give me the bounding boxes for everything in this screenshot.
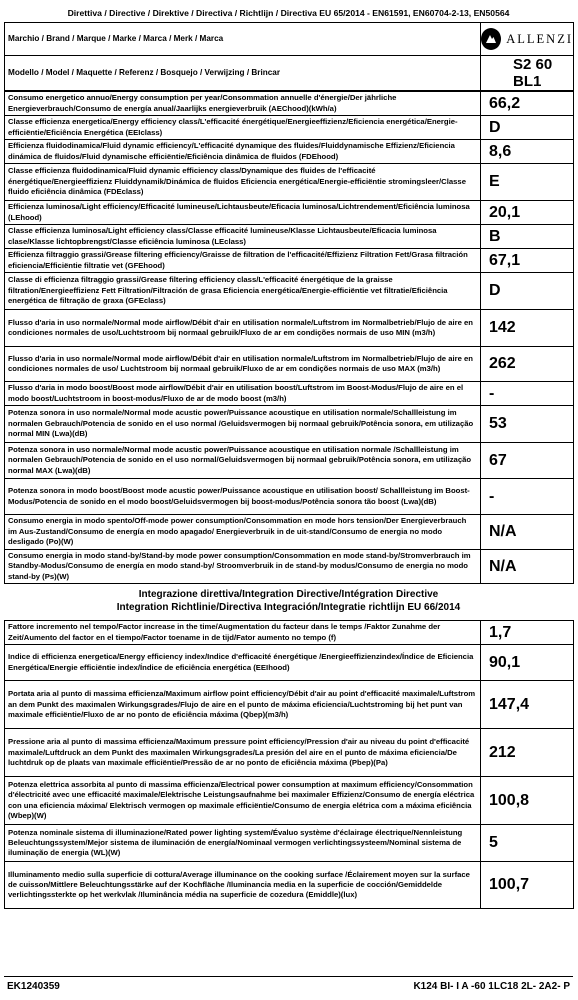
spec-label: Efficienza filtraggio grassi/Grease filtering efficiency/Graisse de filtration de l'efficacité/Effizienz Filtration Fett/Grasa filtración eficiencia/Efficiëntie filtratie vet (GFEhood) — [5, 249, 481, 273]
spec-value: - — [481, 479, 574, 515]
spec-value: 20,1 — [481, 201, 574, 225]
integration-spec-label: Pressione aria al punto di massima efficienza/Maximum pressure point efficiency/Pression d'air au niveau du point d'efficacité maximale/Luftdruck an dem Punkt des maximalen Wirkungsgrades/La presión del aire en el punto de máxima eficiencia/De luchtdruk op de plaats van maximale efficiëntie/Pressão de ar no ponto de eficiência máxima (Pbep)(Pa) — [5, 729, 481, 777]
directive-header: Direttiva / Directive / Direktive / Directiva / Richtlijn / Directiva EU 65/2014 - EN61591, EN60704-2-13, EN50564 — [67, 8, 510, 18]
spec-label: Classe efficienza energetica/Energy efficiency class/L'efficacité énergétique/Energieeffizienz/Eficiencia energética/Energie-efficiëntie/Eficiência Energética (EEIclass) — [5, 116, 481, 140]
allenzi-logo-icon — [481, 28, 501, 50]
integration-spec-row — [5, 681, 574, 729]
spec-row — [5, 443, 574, 479]
integration-spec-value: 5 — [481, 825, 574, 862]
spec-value: B — [481, 225, 574, 249]
spec-value: N/A — [481, 550, 574, 584]
integration-spec-value: 212 — [481, 729, 574, 777]
spec-label: Potenza sonora in modo boost/Boost mode acustic power/Puissance acoustique en utilisation boost/ Schallleistung im Boost-Modus/Potencia de sonido en el modo boost/Geluidsvermogen bij boost-modus/Potência sonora tão boost (Lwa)(dB) — [5, 479, 481, 515]
integration-data-table — [4, 620, 574, 909]
integration-spec-label: Potenza elettrica assorbita al punto di massima efficienza/Electrical power consumption at maximum efficiency/Consommation d'électricité avec une efficacité maximale/Elektrische Leistungsaufnahme bei maximaler Effizienz/Consumo de energía eléctrica con una eficiencia máxima/ Elektrisch vermogen op maximale efficiëntie/Consumo de energia elétrica com a máxima eficiência (Wbep)(W) — [5, 777, 481, 825]
spec-label: Classe di efficienza filtraggio grassi/Grease filtering efficiency class/L'efficacité énergétique de la graisse filtration/Energieeffizienz Fett Filtration/Filtración de grasa Eficiencia energética/Energie-efficiëntie vet filtratie/Eficiência energética de filtração de graxa (GFEclass) — [5, 273, 481, 310]
integration-title-line1: Integrazione direttiva/Integration Directive/Intégration Directive — [138, 589, 439, 601]
spec-row — [5, 515, 574, 550]
spec-value: E — [481, 164, 574, 201]
spec-row — [5, 225, 574, 249]
spec-value: N/A — [481, 515, 574, 550]
spec-value: D — [481, 273, 574, 310]
energy-data-table — [4, 91, 574, 584]
spec-row — [5, 92, 574, 116]
model-value: S2 60 BL1 — [481, 56, 574, 91]
brand-logo — [481, 23, 574, 56]
spec-value: 53 — [481, 406, 574, 443]
spec-label: Consumo energetico annuo/Energy consumption per year/Consommation annuelle d'énergie/Der jährliche Energieverbrauch/Consumo de energía anual/Jaarlijks energieverbruik (AEChood)(kWh/a) — [5, 92, 481, 116]
integration-title — [4, 584, 573, 620]
logo-text: ALLENZI — [506, 31, 573, 46]
footer — [4, 976, 573, 996]
spec-value: - — [481, 382, 574, 406]
energy-label-sheet — [4, 4, 573, 996]
integration-spec-label: Indice di efficienza energetica/Energy efficiency index/Indice d'efficacité énergétique /Energieeffizienzindex/Índice de Eficiencia Energética/Energie efficiëntie index/Índice de eficiência energética (EEIhood) — [5, 645, 481, 681]
integration-spec-label: Illuminamento medio sulla superficie di cottura/Average illuminance on the cooking surface /Éclairement moyen sur la surface de cuisson/Mittlere Beleuchtungsstärke auf der Kochfläche /Iluminancia media en la superficie de cocción/Gemiddelde verlichtingssterkte op het werkvlak /Iluminância média na superficie de cozedura (Emiddle)(lux) — [5, 862, 481, 909]
spec-row — [5, 310, 574, 347]
spec-row — [5, 201, 574, 225]
model-row — [5, 56, 574, 91]
spec-label: Efficienza fluidodinamica/Fluid dynamic efficiency/L'efficacité dynamique des fluides/Fluiddynamische Effizienz/Eficiencia dinámica de fluidos/Fluid dynamische efficiëntie/Eficiência dinâmica de fluidos (FDEhood) — [5, 140, 481, 164]
integration-spec-row — [5, 862, 574, 909]
spec-value: 262 — [481, 347, 574, 382]
spec-label: Flusso d'aria in modo boost/Boost mode airflow/Débit d'air en utilisation boost/Luftstrom im Boost-Modus/Flujo de aire en el modo boost/Luchtstroom in boost-modus/Fluxo de ar de modo boost (m3/h) — [5, 382, 481, 406]
integration-spec-row — [5, 645, 574, 681]
spec-row — [5, 550, 574, 584]
integration-spec-row — [5, 825, 574, 862]
spec-row — [5, 382, 574, 406]
integration-spec-label: Fattore incremento nel tempo/Factor increase in the time/Augmentation du facteur dans le temps /Faktor Zunahme der Zeit/Aumento del factor en el tiempo/Factor toename in de tijd/Fator aumento no tempo (f) — [5, 621, 481, 645]
spec-row — [5, 249, 574, 273]
spec-value: 67 — [481, 443, 574, 479]
integration-spec-row — [5, 729, 574, 777]
model-label: Modello / Model / Maquette / Referenz / Bosquejo / Verwijzing / Brincar — [5, 56, 481, 91]
integration-spec-value: 147,4 — [481, 681, 574, 729]
product-info-table — [4, 22, 574, 91]
spec-value: 66,2 — [481, 92, 574, 116]
spec-label: Consumo energia in modo stand-by/Stand-by mode power consumption/Consommation en mode stand-by/Stromverbrauch im Standby-Modus/Consumo de energía en modo stand-by/ Stroomverbruik in de stand-by modus/Consumo de energia no modo stand-by (Ps)(W) — [5, 550, 481, 584]
spec-value: 8,6 — [481, 140, 574, 164]
integration-spec-label: Portata aria al punto di massima efficienza/Maximum airflow point efficiency/Débit d'air au point d'efficacité maximale/Luftstrom an dem Punkt des maximalen Wirkungsgrades/Flujo de aire en el punto de máxima eficiencia/Luchtstroming bij het punt van maximale efficiëntie/Fluxo de ar no ponto de eficiência máxima (Qbep)(m3/h) — [5, 681, 481, 729]
spec-value: 142 — [481, 310, 574, 347]
spec-label: Consumo energia in modo spento/Off-mode power consumption/Consommation en mode hors tension/Der Energieverbrauch im Aus-Zustand/Consumo de energía en modo apagado/ Energieverbruik in de uit-stand/Consumo de energia no modo desligado (Po)(W) — [5, 515, 481, 550]
spec-row — [5, 140, 574, 164]
integration-spec-value: 1,7 — [481, 621, 574, 645]
spec-row — [5, 116, 574, 140]
integration-spec-value: 90,1 — [481, 645, 574, 681]
integration-spec-row — [5, 777, 574, 825]
spec-label: Efficienza luminosa/Light efficiency/Efficacité lumineuse/Lichtausbeute/Eficacia luminosa/Lichtrendement/Eficiência luminosa (LEhood) — [5, 201, 481, 225]
spec-row — [5, 164, 574, 201]
integration-spec-value: 100,7 — [481, 862, 574, 909]
spec-label: Flusso d'aria in uso normale/Normal mode airflow/Débit d'air en utilisation normale/Luftstrom im Normalbetrieb/Flujo de aire en condiciones normales de uso/Luchtstroom bij normaal gebruik/Fluxo de ar em condições normais de uso MIN (m3/h) — [5, 310, 481, 347]
spec-label: Potenza sonora in uso normale/Normal mode acustic power/Puissance acoustique en utilisation normale /Schallleistung im normalen Gebrauch/Potencia de sonido en el uso normal/Geluidsvermogen bij normaal gebruik/Potência sonora, em utilização normal MAX (Lwa)(dB) — [5, 443, 481, 479]
integration-spec-row — [5, 621, 574, 645]
integration-spec-label: Potenza nominale sistema di illuminazione/Rated power lighting system/Évaluo système d'éclairage électrique/Nennleistung Beleuchtungssystem/Mejor sistema de iluminación de energía/Nominaal vermogen verlichtingssysteem/Nominal sistema de iluminação de energia (WL)(W) — [5, 825, 481, 862]
spec-label: Potenza sonora in uso normale/Normal mode acustic power/Puissance acoustique en utilisation normale/Schallleistung im normalen Gebrauch/Potencia de sonido en el uso normal /Geluidsvermogen bij normaal gebruik/Potência sonora, em utilização normal MIN (Lwa)(dB) — [5, 406, 481, 443]
spec-value: D — [481, 116, 574, 140]
spec-label: Classe efficienza fluidodinamica/Fluid dynamic efficiency class/Dynamique des fluides de l'efficacité énergétique/Energieeffizienz Fluiddynamik/Dinámica de fluidos Eficiencia energética/Energie-efficiëntie stromingsleer/Classe fluido eficiência dinâmica (FDEclass) — [5, 164, 481, 201]
spec-label: Classe efficienza luminosa/Light efficiency class/Classe efficacité lumineuse/Klasse Lichtausbeute/Eficacia luminosa clase/Klasse lichtopbrengst/Classe eficiência luminosa (LEclass) — [5, 225, 481, 249]
brand-row — [5, 23, 574, 56]
footer-document-code: EK1240359 — [7, 981, 60, 992]
brand-label: Marchio / Brand / Marque / Marke / Marca / Merk / Marca — [5, 23, 481, 56]
integration-title-line2: Integration Richtlinie/Directiva Integración/Integratie richtlijn EU 66/2014 — [116, 601, 461, 613]
spec-row — [5, 273, 574, 310]
spec-row — [5, 406, 574, 443]
spec-label: Flusso d'aria in uso normale/Normal mode airflow/Débit d'air en utilisation normale/Luftstrom im Normalbetrieb/Flujo de aire en condiciones normales de uso/ Luchtstroom bij normaal gebruik/Fluxo de ar em condições normais de uso MAX (m3/h) — [5, 347, 481, 382]
integration-spec-value: 100,8 — [481, 777, 574, 825]
spec-row — [5, 479, 574, 515]
footer-product-code: K124 BI- I A -60 1LC18 2L- 2A2- P — [413, 981, 570, 992]
spec-row — [5, 347, 574, 382]
spec-value: 67,1 — [481, 249, 574, 273]
